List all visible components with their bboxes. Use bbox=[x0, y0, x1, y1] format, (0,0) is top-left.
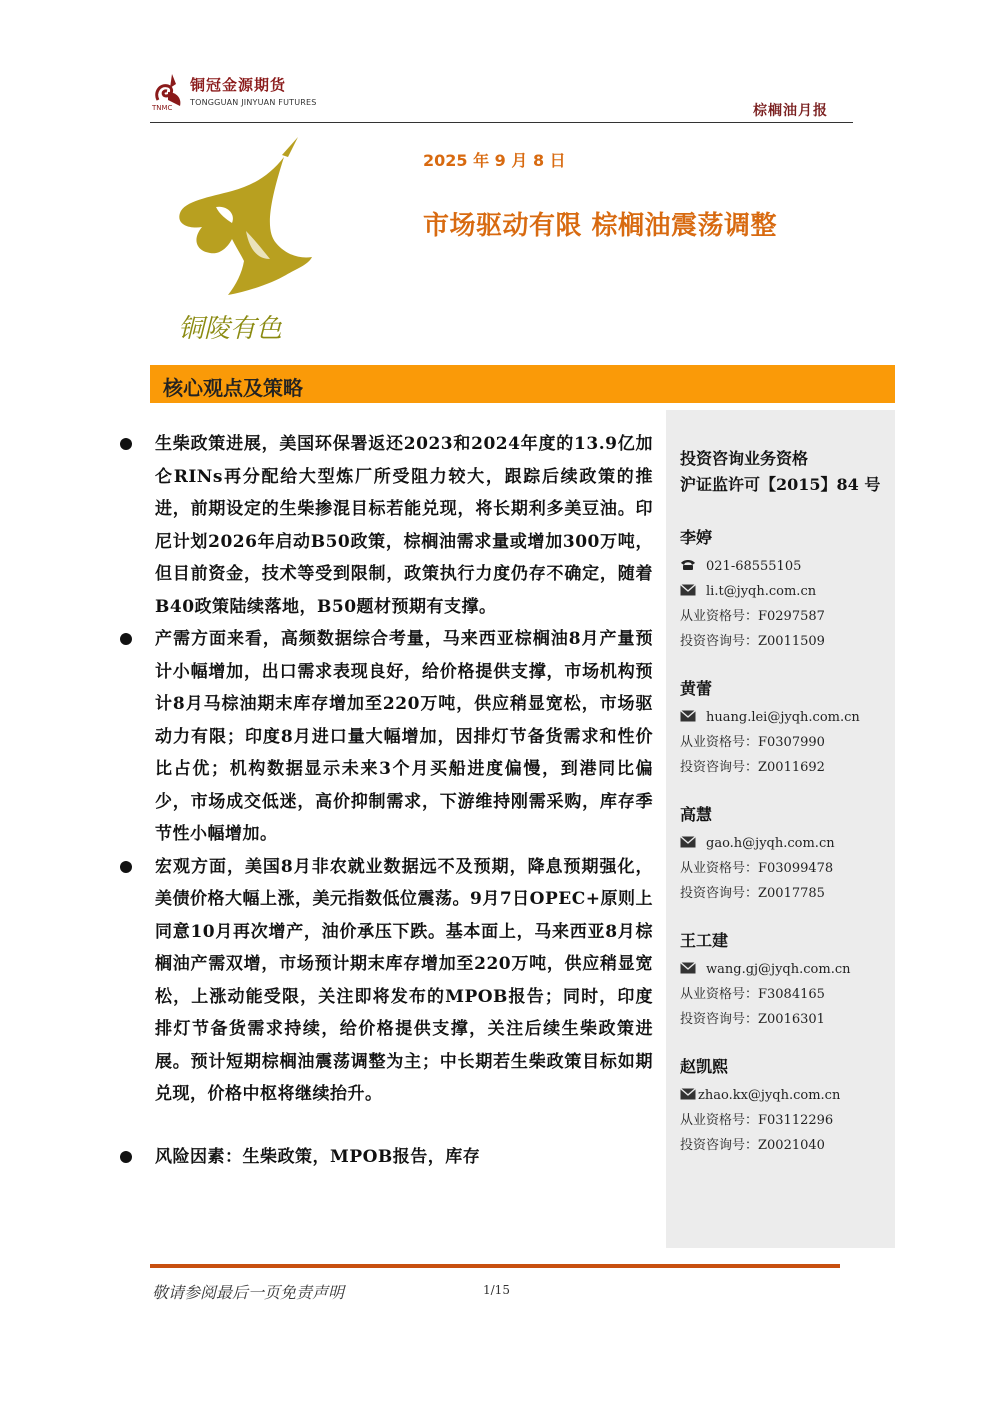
bullet-text: 宏观方面，美国8月非农就业数据远不及预期，降息预期强化，美债价格大幅上涨，美元指数低位震荡。9月7日OPEC+原则上同意10月再次增产，油价承压下跌。基本面上，马来西亚8月棕榈油产需双增，市场预计期末库存增加至220万吨，供应稍显宽松，上涨动能受限，关注即将发布的MPOB报告；同时，印度排灯节备货需求持续，给价格提供支撑，关注后续生柴政策进展。预计短期棕榈油震荡调整为主；中长期若生柴政策目标如期兑现，价格中枢将继续抬升。 bbox=[155, 856, 653, 1104]
bullet-risk-factors bbox=[118, 1141, 653, 1174]
bullet-dot-icon bbox=[120, 861, 132, 873]
analyst-cert: 从业资格号：F03112296 bbox=[680, 1113, 834, 1128]
report-date: 2025 年 9 月 8 日 bbox=[423, 151, 566, 170]
report-type: 棕榈油月报 bbox=[753, 103, 828, 119]
bullet-text: 产需方面来看，高频数据综合考量，马来西亚棕榈油8月产量预计小幅增加，出口需求表现良好，给价格提供支撑，市场机构预计8月马棕油期末库存增加至220万吨，供应稍显宽松，市场驱动力有限；印度8月进口量大幅增加，因排灯节备货需求和性价比占优；机构数据显示未来3个月买船进度偏慢，到港同比偏少，市场成交低迷，高价抑制需求，下游维持刚需采购，库存季节性小幅增加。 bbox=[155, 629, 653, 844]
analyst-name: 赵凯熙 bbox=[680, 1057, 729, 1076]
section-title: 核心观点及策略 bbox=[163, 376, 303, 400]
report-title: 市场驱动有限 棕榈油震荡调整 bbox=[423, 211, 778, 241]
analyst-email[interactable]: zhao.kx@jyqh.com.cn bbox=[680, 1083, 890, 1108]
analyst-card bbox=[680, 1054, 890, 1158]
analyst-email[interactable]: gao.h@jyqh.com.cn bbox=[680, 831, 890, 856]
company-name-cn: 铜冠金源期货 bbox=[190, 76, 287, 94]
bullet-supply-demand bbox=[118, 623, 653, 851]
footer-disclaimer: 敬请参阅最后一页免责声明 bbox=[152, 1283, 345, 1302]
analyst-advisory: 投资咨询号：Z0017785 bbox=[680, 886, 825, 901]
analyst-advisory: 投资咨询号：Z0016301 bbox=[680, 1012, 825, 1027]
emblem-caption: 铜陵有色 bbox=[178, 314, 283, 344]
bullet-biodiesel-policy bbox=[118, 428, 653, 623]
analyst-advisory: 投资咨询号：Z0011509 bbox=[680, 634, 825, 649]
analyst-cert: 从业资格号：F0297587 bbox=[680, 609, 825, 624]
bullet-macro bbox=[118, 851, 653, 1111]
analyst-email[interactable]: wang.gj@jyqh.com.cn bbox=[680, 957, 890, 982]
analyst-name: 高慧 bbox=[680, 805, 713, 824]
analyst-name: 李婷 bbox=[680, 528, 713, 547]
bullet-dot-icon bbox=[120, 633, 132, 645]
email-icon bbox=[680, 962, 696, 974]
analyst-card bbox=[680, 676, 890, 780]
bullet-text: 风险因素：生柴政策，MPOB报告，库存 bbox=[155, 1146, 481, 1167]
email-icon bbox=[680, 710, 696, 722]
email-icon bbox=[680, 584, 696, 596]
analyst-name: 黄蕾 bbox=[680, 679, 713, 698]
bullet-dot-icon bbox=[120, 438, 132, 450]
phone-icon bbox=[680, 559, 696, 571]
email-icon bbox=[680, 1088, 696, 1100]
analyst-phone: 021-68555105 bbox=[680, 554, 890, 579]
bullet-dot-icon bbox=[120, 1151, 132, 1163]
core-views-content bbox=[118, 428, 653, 1173]
qualification-license: 沪证监许可【2015】84 号 bbox=[680, 475, 881, 494]
email-icon bbox=[680, 836, 696, 848]
analyst-cert: 从业资格号：F3084165 bbox=[680, 987, 825, 1002]
bullet-text: 生柴政策进展，美国环保署返还2023和2024年度的13.9亿加仑RINs再分配给大型炼厂所受阻力较大，跟踪后续政策的推进，前期设定的生柴掺混目标若能兑现，将长期利多美豆油。印尼计划2026年启动B50政策，棕榈油需求量或增加300万吨，但目前资金，技术等受到限制，政策执行力度仍存不确定，随着B40政策陆续落地，B50题材预期有支撑。 bbox=[155, 434, 653, 617]
analyst-email[interactable]: li.t@jyqh.com.cn bbox=[680, 579, 890, 604]
analyst-card bbox=[680, 928, 890, 1032]
page-number: 1/15 bbox=[483, 1283, 510, 1297]
analyst-card bbox=[680, 525, 890, 654]
analyst-card bbox=[680, 802, 890, 906]
analyst-advisory: 投资咨询号：Z0011692 bbox=[680, 760, 825, 775]
company-abbr: TNMC bbox=[152, 104, 173, 112]
analyst-advisory: 投资咨询号：Z0021040 bbox=[680, 1138, 825, 1153]
company-name-en: TONGGUAN JINYUAN FUTURES bbox=[190, 98, 317, 107]
qualification-title: 投资咨询业务资格 bbox=[680, 449, 809, 468]
analyst-cert: 从业资格号：F03099478 bbox=[680, 861, 834, 876]
analyst-cert: 从业资格号：F0307990 bbox=[680, 735, 825, 750]
header-divider bbox=[150, 122, 853, 123]
footer-divider bbox=[150, 1264, 840, 1268]
analyst-email[interactable]: huang.lei@jyqh.com.cn bbox=[680, 705, 890, 730]
analyst-name: 王工建 bbox=[680, 931, 729, 950]
